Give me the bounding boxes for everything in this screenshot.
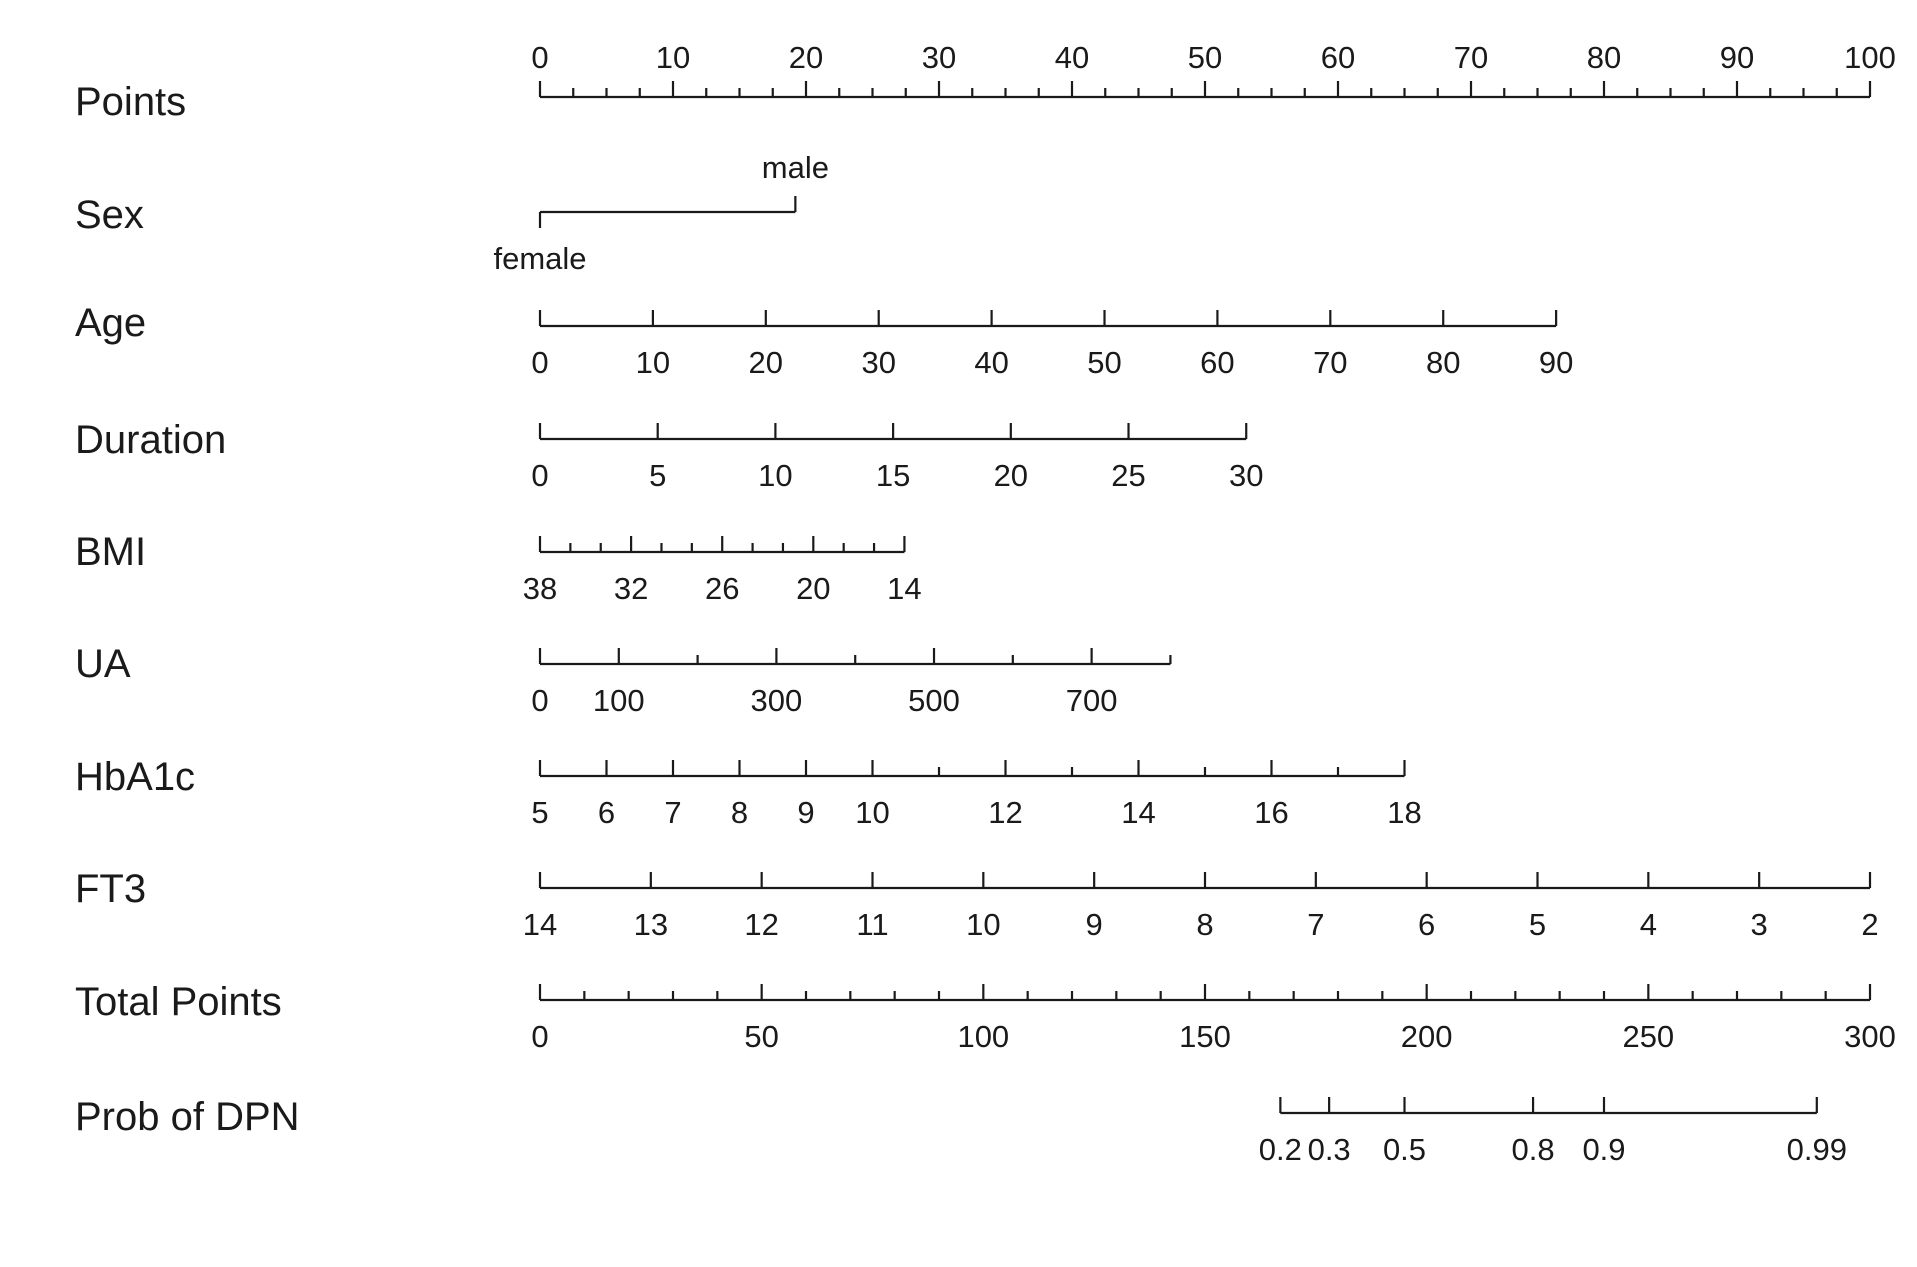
row-label-hba1c: HbA1c <box>75 755 196 799</box>
tick-label-total-points-6: 300 <box>1844 1019 1896 1054</box>
row-ua <box>75 642 1170 718</box>
row-points <box>75 40 1896 124</box>
tick-label-points-2: 20 <box>788 40 824 75</box>
row-label-duration: Duration <box>75 418 227 462</box>
tick-label-points-4: 40 <box>1054 40 1090 75</box>
tick-label-duration-3: 15 <box>875 458 911 493</box>
tick-label-points-1: 10 <box>655 40 691 75</box>
tick-label-bmi-4: 14 <box>887 571 922 606</box>
tick-label-bmi-3: 20 <box>796 571 831 606</box>
tick-label-points-7: 70 <box>1453 40 1489 75</box>
tick-label-duration-1: 5 <box>649 458 667 493</box>
tick-label-duration-5: 25 <box>1111 458 1146 493</box>
tick-label-ft3-7: 7 <box>1307 907 1325 942</box>
tick-label-hba1c-4: 9 <box>797 795 815 830</box>
tick-label-prob-of-dpn-4: 0.9 <box>1582 1132 1626 1167</box>
tick-label-ft3-6: 8 <box>1196 907 1214 942</box>
row-label-age: Age <box>75 301 147 345</box>
row-duration <box>75 418 1263 493</box>
tick-label-ft3-2: 12 <box>744 907 779 942</box>
tick-label-ft3-11: 3 <box>1750 907 1768 942</box>
tick-label-bmi-1: 32 <box>613 571 649 606</box>
row-label-ua: UA <box>75 642 131 686</box>
tick-label-prob-of-dpn-1: 0.3 <box>1307 1132 1351 1167</box>
tick-label-ft3-8: 6 <box>1418 907 1436 942</box>
tick-label-prob-of-dpn-5: 0.99 <box>1786 1132 1847 1167</box>
tick-label-ua-2: 300 <box>750 683 803 718</box>
tick-label-age-2: 20 <box>748 345 784 380</box>
row-sex <box>75 150 829 276</box>
tick-label-hba1c-9: 18 <box>1387 795 1422 830</box>
tick-label-ua-3: 500 <box>908 683 960 718</box>
tick-label-ft3-5: 9 <box>1085 907 1103 942</box>
tick-label-ft3-3: 11 <box>856 907 889 942</box>
tick-label-total-points-1: 50 <box>744 1019 779 1054</box>
tick-label-hba1c-1: 6 <box>597 795 616 830</box>
tick-label-bmi-2: 26 <box>704 571 740 606</box>
row-bmi <box>75 530 922 606</box>
tick-label-total-points-3: 150 <box>1179 1019 1231 1054</box>
tick-label-prob-of-dpn-0: 0.2 <box>1258 1132 1302 1167</box>
tick-label-bmi-0: 38 <box>522 571 558 606</box>
tick-label-ua-4: 700 <box>1065 683 1118 718</box>
tick-label-hba1c-2: 7 <box>664 795 682 830</box>
tick-label-total-points-4: 200 <box>1400 1019 1453 1054</box>
tick-label-ua-1: 100 <box>592 683 645 718</box>
tick-label-prob-of-dpn-3: 0.8 <box>1511 1132 1555 1167</box>
tick-label-ft3-1: 13 <box>633 907 669 942</box>
tick-label-ft3-9: 5 <box>1528 907 1547 942</box>
row-prob-of-dpn <box>75 1095 1847 1167</box>
row-age <box>75 301 1573 380</box>
tick-label-ua-0: 0 <box>531 683 549 718</box>
row-label-ft3: FT3 <box>75 867 147 911</box>
tick-label-age-9: 90 <box>1538 345 1574 380</box>
tick-label-age-6: 60 <box>1200 345 1235 380</box>
row-total-points <box>75 980 1896 1054</box>
tick-label-points-10: 100 <box>1844 40 1896 75</box>
tick-label-points-0: 0 <box>531 40 549 75</box>
tick-label-duration-0: 0 <box>531 458 549 493</box>
tick-label-duration-6: 30 <box>1228 458 1264 493</box>
tick-label-sex-female: female <box>493 241 587 276</box>
tick-label-points-6: 60 <box>1320 40 1356 75</box>
tick-label-prob-of-dpn-2: 0.5 <box>1382 1132 1427 1167</box>
tick-label-hba1c-8: 16 <box>1254 795 1289 830</box>
tick-label-hba1c-6: 12 <box>988 795 1023 830</box>
row-label-points: Points <box>75 80 187 124</box>
tick-label-hba1c-5: 10 <box>855 795 890 830</box>
tick-label-age-4: 40 <box>974 345 1009 380</box>
tick-label-points-8: 80 <box>1586 40 1622 75</box>
row-label-sex: Sex <box>75 193 144 237</box>
row-hba1c <box>75 755 1422 830</box>
nomogram-rows <box>75 40 1896 1167</box>
tick-label-sex-male: male <box>761 150 829 185</box>
tick-label-age-3: 30 <box>861 345 896 380</box>
tick-label-duration-2: 10 <box>758 458 793 493</box>
tick-label-points-5: 50 <box>1187 40 1223 75</box>
tick-label-points-9: 90 <box>1719 40 1755 75</box>
tick-label-age-7: 70 <box>1313 345 1348 380</box>
tick-label-ft3-0: 14 <box>522 907 558 942</box>
tick-label-total-points-0: 0 <box>531 1019 549 1054</box>
tick-label-hba1c-3: 8 <box>730 795 749 830</box>
tick-label-ft3-10: 4 <box>1639 907 1657 942</box>
tick-label-age-0: 0 <box>531 345 549 380</box>
row-label-bmi: BMI <box>75 530 147 574</box>
row-ft3 <box>75 867 1879 942</box>
row-label-prob-of-dpn: Prob of DPN <box>75 1095 300 1139</box>
tick-label-duration-4: 20 <box>993 458 1029 493</box>
tick-label-age-5: 50 <box>1087 345 1122 380</box>
tick-label-age-1: 10 <box>635 345 671 380</box>
tick-label-ft3-4: 10 <box>966 907 1001 942</box>
tick-label-total-points-2: 100 <box>957 1019 1010 1054</box>
tick-label-hba1c-7: 14 <box>1121 795 1156 830</box>
tick-label-points-3: 30 <box>921 40 957 75</box>
tick-label-ft3-12: 2 <box>1861 907 1879 942</box>
tick-label-hba1c-0: 5 <box>531 795 549 830</box>
row-label-total-points: Total Points <box>75 980 282 1024</box>
tick-label-total-points-5: 250 <box>1622 1019 1675 1054</box>
tick-label-age-8: 80 <box>1425 345 1461 380</box>
